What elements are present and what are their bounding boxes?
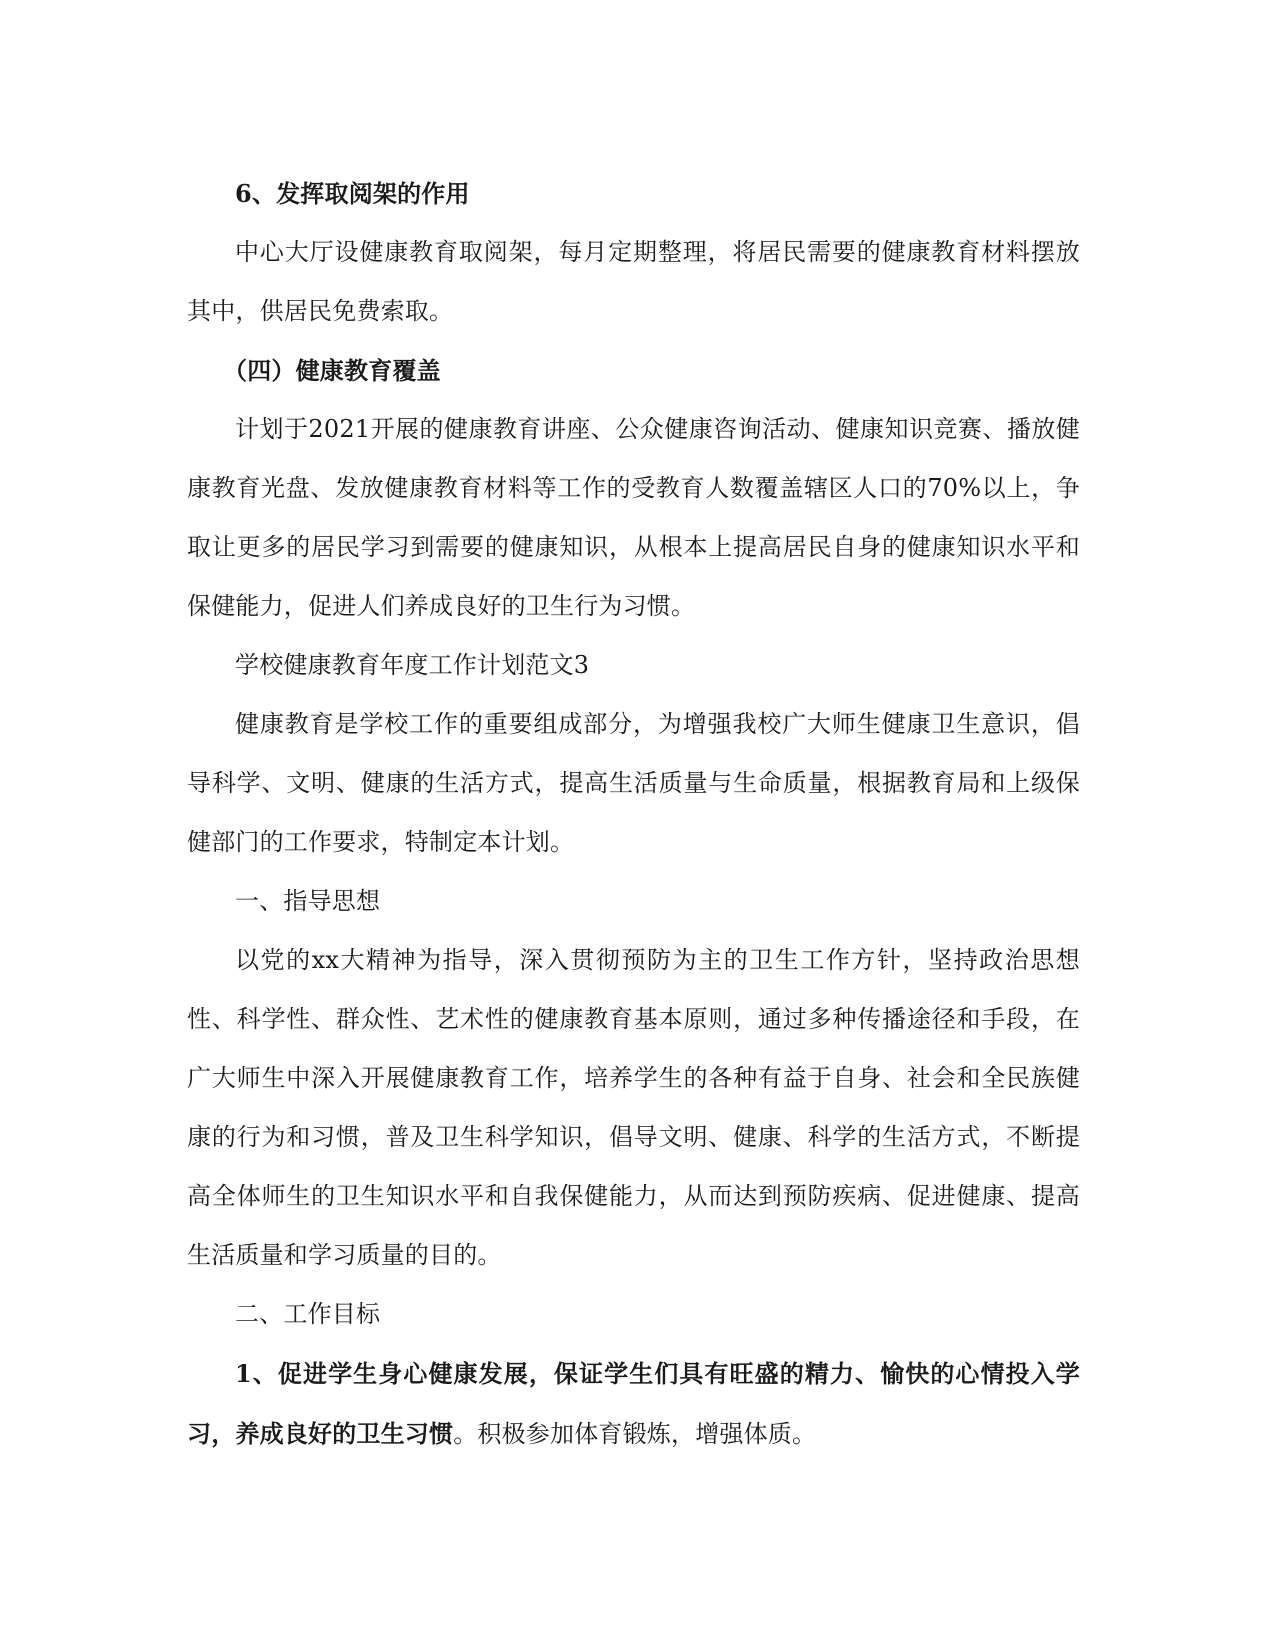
goal1-rest-text: 。积极参加体育锻炼，增强体质。 [453, 1420, 817, 1448]
section6-heading: 6、发挥取阅架的作用 [235, 179, 470, 208]
section6-paragraph: 中心大厅设健康教育取阅架，每月定期整理，将居民需要的健康教育材料摆放其中，供居民免费索取。 [187, 238, 1080, 325]
goal1-bold-text: 1、促进学生身心健康发展，保证学生们具有旺盛的精力、愉快的心情投入学习，养成良好的卫生习惯 [187, 1359, 1080, 1448]
goals-heading: 二、工作目标 [235, 1300, 381, 1328]
goal1-paragraph [187, 1344, 1080, 1464]
document-body [187, 164, 1080, 1464]
section4-paragraph: 计划于2021开展的健康教育讲座、公众健康咨询活动、健康知识竞赛、播放健康教育光盘、发放健康教育材料等工作的受教育人数覆盖辖区人口的70%以上，争取让更多的居民学习到需要的健康知识，从根本上提高居民自身的健康知识水平和保健能力，促进人们养成良好的卫生行为习惯。 [187, 415, 1080, 620]
section4-heading: （四）健康教育覆盖 [223, 356, 441, 385]
plan-title: 学校健康教育年度工作计划范文3 [235, 651, 590, 679]
guiding-paragraph: 以党的xx大精神为指导，深入贯彻预防为主的卫生工作方针，坚持政治思想性、科学性、群众性、艺术性的健康教育基本原则，通过多种传播途径和手段，在广大师生中深入开展健康教育工作，培养学生的各种有益于自身、社会和全民族健康的行为和习惯，普及卫生科学知识，倡导文明、健康、科学的生活方式，不断提高全体师生的卫生知识水平和自我保健能力，从而达到预防疾病、促进健康、提高生活质量和学习质量的目的。 [187, 946, 1080, 1269]
guiding-heading: 一、指导思想 [235, 887, 381, 915]
intro-paragraph: 健康教育是学校工作的重要组成部分，为增强我校广大师生健康卫生意识，倡导科学、文明、健康的生活方式，提高生活质量与生命质量，根据教育局和上级保健部门的工作要求，特制定本计划。 [187, 710, 1080, 856]
